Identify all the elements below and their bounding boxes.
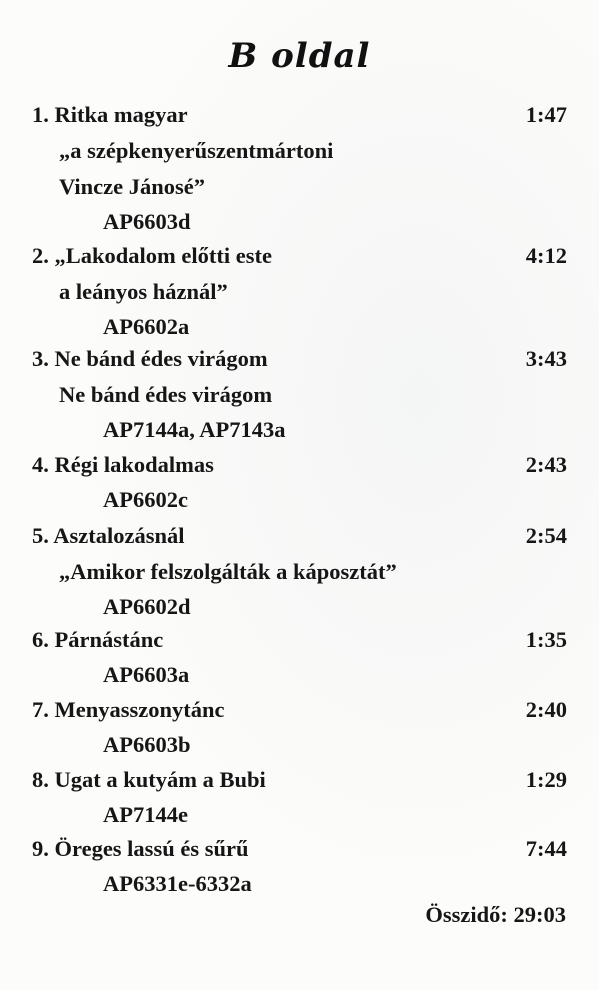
track-archive-code: AP6603d (103, 209, 191, 234)
track-number: 8. (32, 767, 49, 792)
track-title: 1. Ritka magyar (32, 102, 188, 127)
track-archive-code: AP6603a (103, 662, 190, 687)
track-duration: 3:43 (525, 346, 567, 371)
track-archive-code: AP6602d (103, 594, 191, 619)
track-number: 2. (32, 243, 49, 268)
track-archive-code: AP6602a (103, 314, 190, 339)
track-subtitle: „Amikor felszolgálták a káposztát” (59, 559, 397, 584)
track-archive-code: AP7144a, AP7143a (103, 417, 286, 442)
track-title: 3. Ne bánd édes virágom (32, 346, 268, 371)
track-duration: 2:43 (525, 452, 567, 477)
track-number: 1. (32, 102, 49, 127)
track-number: 5. (32, 523, 49, 548)
total-duration: Összidő: 29:03 (425, 902, 566, 927)
track-archive-code: AP6331e-6332a (103, 871, 252, 896)
track-duration: 1:29 (525, 767, 567, 792)
track-number: 6. (32, 627, 49, 652)
track-number: 9. (32, 836, 49, 861)
track-title: 5. Asztalozásnál (32, 523, 185, 548)
track-title: 4. Régi lakodalmas (32, 452, 214, 477)
track-archive-code: AP6603b (103, 732, 191, 757)
track-title: 8. Ugat a kutyám a Bubi (32, 767, 266, 792)
track-archive-code: AP7144e (103, 802, 188, 827)
track-number: 7. (32, 697, 49, 722)
track-subtitle: „a szépkenyerűszentmártoni (59, 138, 334, 163)
track-duration: 2:54 (525, 523, 567, 548)
track-title: 7. Menyasszonytánc (32, 697, 225, 722)
track-duration: 4:12 (525, 243, 567, 268)
track-duration: 7:44 (525, 836, 567, 861)
track-title: 2. „Lakodalom előtti este (32, 243, 272, 268)
track-title: 6. Párnástánc (32, 627, 164, 652)
track-subtitle: a leányos háznál” (59, 279, 228, 304)
track-duration: 1:35 (525, 627, 567, 652)
track-subtitle: Vincze Jánosé” (59, 174, 206, 199)
track-number: 3. (32, 346, 49, 371)
track-number: 4. (32, 452, 49, 477)
side-title: B oldal (228, 36, 371, 76)
track-title: 9. Öreges lassú és sűrű (32, 836, 249, 861)
track-subtitle: Ne bánd édes virágom (59, 382, 273, 407)
track-archive-code: AP6602c (103, 487, 188, 512)
track-duration: 1:47 (525, 102, 567, 127)
track-duration: 2:40 (525, 697, 567, 722)
